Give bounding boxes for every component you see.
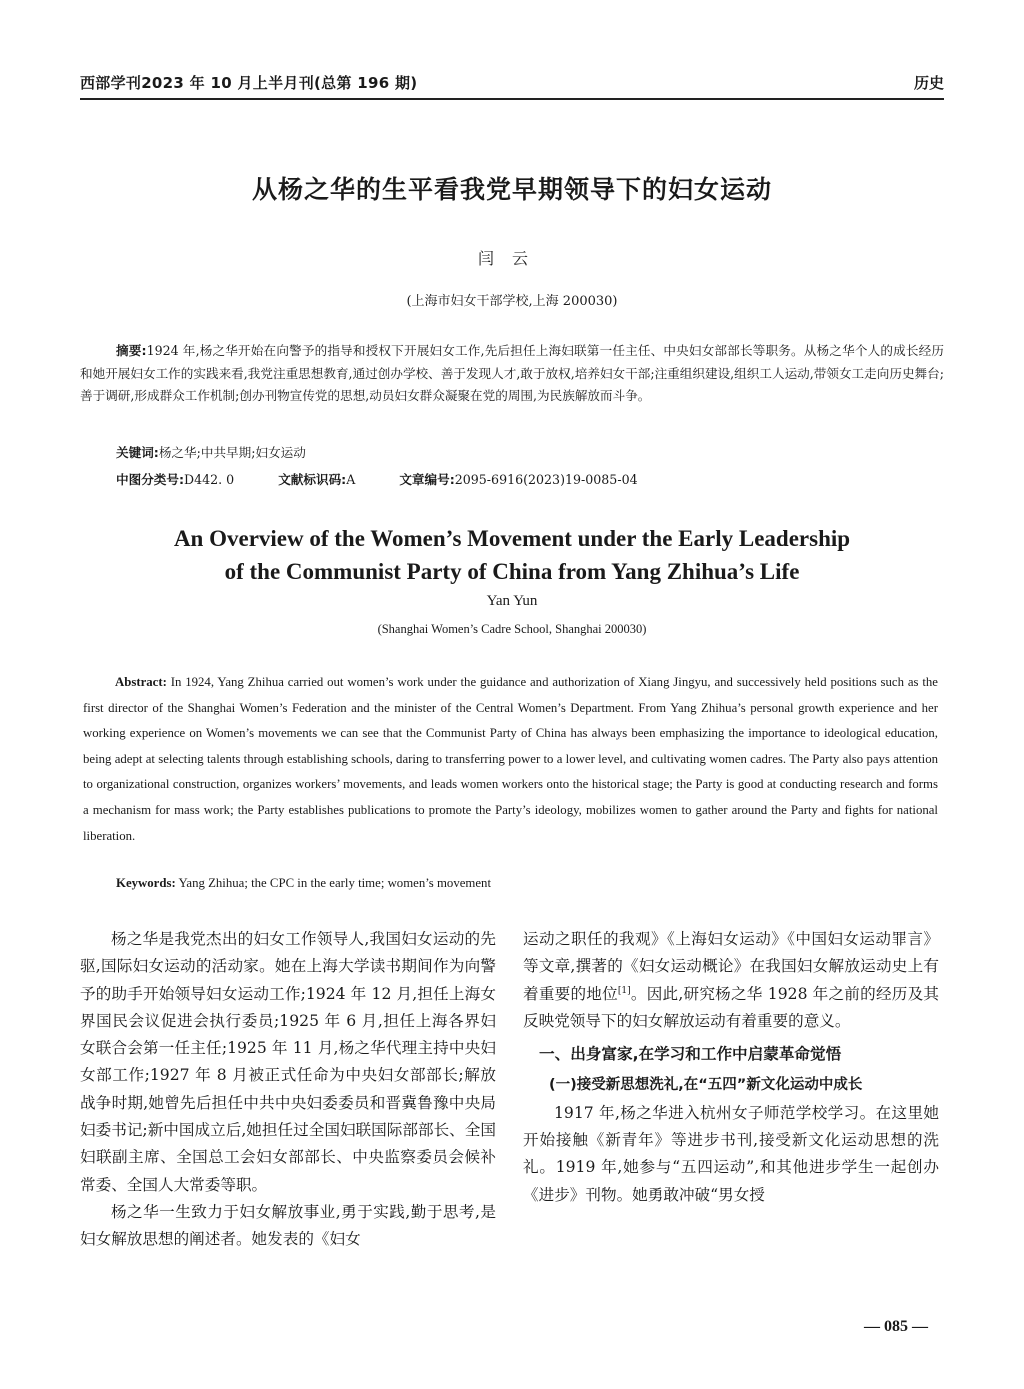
running-header xyxy=(80,68,944,102)
keywords-text: 杨之华;中共早期;妇女运动 xyxy=(158,445,306,460)
affiliation-english: (Shanghai Women’s Cadre School, Shanghai 200030) xyxy=(377,622,647,636)
keywords-en-label: Keywords: xyxy=(116,876,176,890)
keywords-english xyxy=(116,876,491,891)
section-heading: 一、出身富家,在学习和工作中启蒙革命觉悟 xyxy=(539,1045,842,1064)
title-english-line2: of the Communist Party of China from Yang Zhihua’s Life xyxy=(224,559,800,584)
abstract-en-text: In 1924, Yang Zhihua carried out women’s work under the guidance and authorization of Xiang Jingyu, and successively held positions such as the first director of the Shanghai Women’s Federation and the minister of the Central Women’s Department. From Yang Zhihua’s personal growth experience and her working experience on Women’s movements we can see that the Communist Party of China has always been emphasizing the importance to ideological education, being adept at selecting talents through establishing schools, daring to transferring power to a lower level, and cultivating women cadres. The Party also pays attention to organizational construction, organizes workers’ movements, and leads women workers onto the historical stage; the Party is good at conducting research and forms a mechanism for mass work; the Party establishes publications to promote the Party’s ideology, mobilizes women to gather around the Party and fights for national liberation. xyxy=(83,675,938,843)
subsection-heading: (一)接受新思想洗礼,在“五四”新文化运动中成长 xyxy=(549,1077,863,1094)
classification-meta xyxy=(116,469,678,488)
title-chinese: 从杨之华的生平看我党早期领导下的妇女运动 xyxy=(251,175,772,204)
title-english xyxy=(80,522,944,588)
body-paragraph: 杨之华是我党杰出的妇女工作领导人,我国妇女运动的先驱,国际妇女运动的活动家。她在上海大学读书期间作为向警予的助手开始领导妇女运动工作;1924 年 12 月,担任上海女界国民会议促进会执行委员;1925 年 6 月,担任上海各界妇女联合会第一任主任;1925 年 11 月,杨之华代理主持中央妇女部工作;1927 年 8 月被正式任命为中央妇女部部长;解放战争时期,她曾先后担任中共中央妇委委员和晋冀鲁豫中央局妇委书记;新中国成立后,她担任过全国妇联国际部部长、全国妇联副主席、全国总工会妇女部部长、中央监察委员会候补常委、全国人大常委等职。 xyxy=(80,930,496,1194)
page-number: — 085 — xyxy=(864,1318,928,1335)
journal-info: 西部学刊2023 年 10 月上半月刊(总第 196 期) xyxy=(80,74,418,92)
keywords-label: 关键词: xyxy=(116,445,159,460)
body-column-left xyxy=(80,926,496,1254)
abstract-en-label: Abstract: xyxy=(115,675,167,689)
abstract-text: 1924 年,杨之华开始在向警予的指导和授权下开展妇女工作,先后担任上海妇联第一任主任、中央妇女部部长等职务。从杨之华个人的成长经历和她开展妇女工作的实践来看,我党注重思想教育,通过创办学校、善于发现人才,敢于放权,培养妇女干部;注重组织建设,组织工人运动,带领女工走向历史舞台;善于调研,形成群众工作机制;创办刊物宣传党的思想,动员妇女群众凝聚在党的周围,为民族解放而斗争。 xyxy=(80,343,945,403)
body-paragraph: 运动之职任的我观》《上海妇女运动》《中国妇女运动罪言》等文章,撰著的《妇女运动概论》在我国妇女解放运动史上有着重要的地位[1]。因此,研究杨之华 1928 年之前的经历及其反映党领导下的妇女解放运动有着重要的意义。 xyxy=(523,930,939,1030)
keywords-chinese xyxy=(116,442,306,461)
citation-ref: [1] xyxy=(617,985,631,996)
abstract-english xyxy=(83,670,938,849)
section-label: 历史 xyxy=(913,74,944,92)
affiliation-chinese: (上海市妇女干部学校,上海 200030) xyxy=(406,294,618,309)
abstract-label: 摘要: xyxy=(116,343,147,358)
body-column-right xyxy=(523,926,939,1209)
body-paragraph: 1917 年,杨之华进入杭州女子师范学校学习。在这里她开始接触《新青年》等进步书刊,接受新文化运动思想的洗礼。1919 年,她参与“五四运动”,和其他进步学生一起创办《进步》刊物。她勇敢冲破“男女授 xyxy=(523,1103,939,1204)
header-rule xyxy=(80,98,944,100)
article-number: 文章编号:2095-6916(2023)19-0085-04 xyxy=(399,472,638,487)
author-chinese: 闫云 xyxy=(477,249,546,268)
keywords-en-text: Yang Zhihua; the CPC in the early time; women’s movement xyxy=(178,876,491,890)
abstract-chinese xyxy=(80,340,944,408)
title-english-line1: An Overview of the Women’s Movement under the Early Leadership xyxy=(173,526,851,551)
document-code: 文献标识码:A xyxy=(278,472,356,487)
clc-number: 中图分类号:D442. 0 xyxy=(116,472,235,487)
author-english: Yan Yun xyxy=(486,593,538,609)
body-paragraph: 杨之华一生致力于妇女解放事业,勇于实践,勤于思考,是妇女解放思想的阐述者。她发表的《妇女 xyxy=(80,1202,496,1249)
